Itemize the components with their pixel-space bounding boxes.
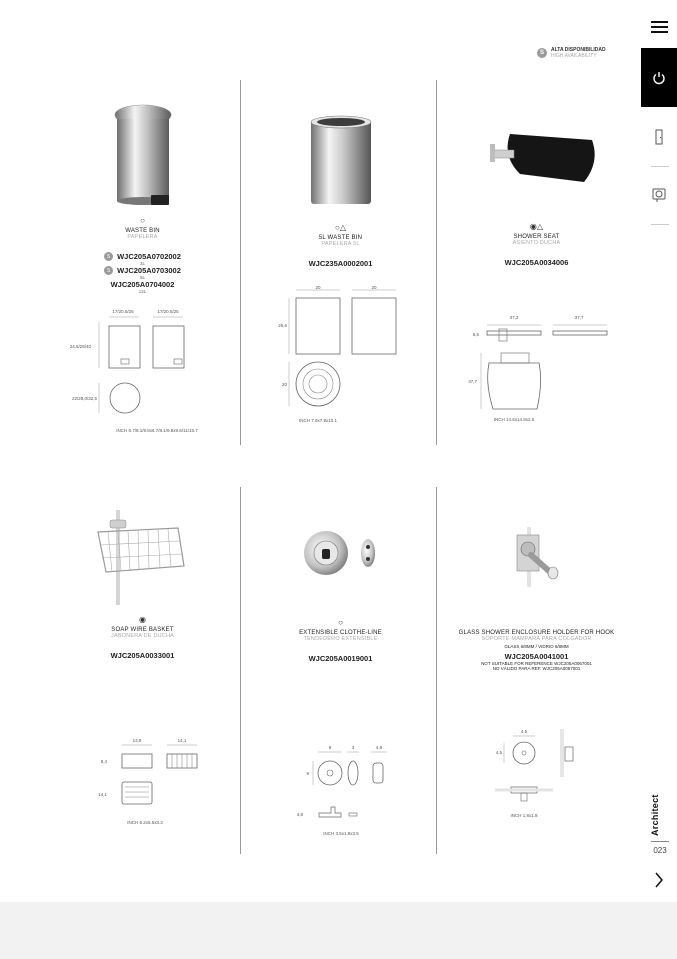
column-divider [240, 80, 241, 445]
product-card[interactable] [439, 525, 634, 842]
material-symbols: ◉ [139, 615, 146, 624]
product-note-en: NOT SUITABLE FOR REFERENCE WJC205A0067001 [481, 661, 592, 666]
product-subtitle: SOPORTE MAMPARA PARA COLGADOR [481, 636, 592, 642]
divider [651, 166, 669, 167]
svg-text:3: 3 [351, 745, 355, 750]
technical-drawing [439, 315, 634, 441]
svg-text:24,5/28/40: 24,5/28/40 [69, 344, 91, 349]
door-icon[interactable] [641, 124, 677, 150]
svg-text:8,4: 8,4 [100, 759, 107, 764]
technical-drawing [243, 743, 438, 853]
svg-text:20: 20 [371, 285, 377, 290]
clothe-line-image [286, 525, 396, 590]
glass-thickness: GLASS 6/8MM / VIDRIO 6/8MM [504, 644, 569, 649]
hamburger-menu-icon[interactable] [641, 14, 677, 40]
product-title: EXTENSIBLE CLOTHE-LINE [299, 630, 382, 636]
product-code: WJC205A0702002 [117, 252, 181, 261]
svg-text:6,5: 6,5 [472, 332, 479, 337]
svg-text:37,7: 37,7 [468, 379, 477, 384]
divider [651, 224, 669, 225]
svg-text:4,5: 4,5 [520, 729, 528, 734]
column-divider [240, 487, 241, 854]
product-note-es: NO VÁLIDO PARA REF. WJC205A0067001 [492, 666, 581, 671]
availability-badge: S [537, 48, 547, 58]
availability-badge: S [104, 252, 113, 261]
availability-en: HIGH AVAILABILITY [551, 53, 597, 59]
svg-text:4,8: 4,8 [375, 745, 383, 750]
brand-label: Architect [650, 794, 660, 836]
svg-text:4,5: 4,5 [495, 750, 502, 755]
product-title: SHOWER SEAT [513, 234, 560, 240]
product-code: WJC235A0002001 [308, 259, 373, 268]
svg-text:9: 9 [328, 745, 332, 750]
technical-drawing [439, 727, 634, 837]
product-card[interactable] [45, 95, 240, 445]
svg-text:9: 9 [306, 771, 309, 776]
svg-text:25,6: 25,6 [278, 323, 287, 328]
svg-text:INCH 6.7/8.1/9.8x6.7/8.1/9.8x9: INCH 6.7/8.1/9.8x6.7/8.1/9.8x9.6/11/15.7 [116, 428, 198, 433]
product-card[interactable] [439, 122, 634, 446]
product-title: 5L WASTE BIN [318, 235, 363, 241]
capacity: 3L [139, 261, 145, 266]
material-symbols [439, 618, 634, 628]
capacity: 5L [139, 275, 145, 280]
availability-legend [537, 47, 606, 59]
svg-text:17/20,5/25: 17/20,5/25 [112, 309, 134, 314]
svg-text:37,7: 37,7 [574, 315, 584, 320]
svg-text:4,8: 4,8 [296, 812, 303, 817]
waste-bin-image [93, 95, 193, 190]
product-card[interactable] [243, 525, 438, 858]
svg-text:13,8: 13,8 [132, 738, 142, 743]
svg-text:37,2: 37,2 [509, 315, 519, 320]
page-number: 023 [653, 846, 667, 855]
svg-text:14,1: 14,1 [98, 792, 107, 797]
product-title: GLASS SHOWER ENCLOSURE HOLDER FOR HOOK [458, 630, 615, 636]
product-card[interactable] [243, 110, 438, 437]
svg-text:INCH 7.9x7.9x10.1: INCH 7.9x7.9x10.1 [298, 418, 338, 423]
product-title: SOAP WIRE BASKET [111, 627, 174, 633]
technical-drawing [45, 300, 240, 440]
capacity: 12L [138, 289, 147, 294]
product-card[interactable] [45, 510, 240, 841]
svg-text:INCH 14.6x14.8x2.5: INCH 14.6x14.8x2.5 [493, 417, 535, 422]
material-symbols: ◉△ [529, 222, 544, 231]
power-icon[interactable] [641, 48, 677, 107]
product-title: WASTE BIN [125, 228, 160, 234]
material-symbols: ○ [140, 216, 145, 225]
product-subtitle: ASIENTO DUCHA [512, 240, 561, 246]
5l-waste-bin-image [301, 110, 381, 205]
product-code: WJC205A0041001 [504, 652, 569, 661]
soap-basket-image [88, 510, 198, 605]
svg-text:22/28,0/32,5: 22/28,0/32,5 [71, 396, 97, 401]
bottom-toolbar-area [0, 902, 677, 959]
material-symbols: ○ [338, 618, 343, 627]
svg-text:17/20,5/25: 17/20,5/25 [157, 309, 179, 314]
technical-drawing [45, 736, 240, 836]
svg-text:14,1: 14,1 [177, 738, 187, 743]
svg-text:INCH 1.8x1.8: INCH 1.8x1.8 [510, 813, 538, 818]
bathroom-sink-icon[interactable] [641, 182, 677, 208]
divider [651, 841, 669, 842]
availability-es: ALTA DISPONIBILIDAD [551, 47, 606, 53]
shower-seat-image [472, 122, 602, 202]
svg-text:20: 20 [315, 285, 321, 290]
product-subtitle: PAPELERA [127, 234, 158, 240]
svg-text:INCH 6.2x5.5x3.3: INCH 6.2x5.5x3.3 [127, 820, 163, 825]
availability-badge: S [104, 266, 113, 275]
chevron-right-icon[interactable] [641, 866, 677, 894]
product-code: WJC205A0019001 [308, 654, 373, 663]
product-code: WJC205A0704002 [110, 280, 175, 289]
svg-text:20: 20 [281, 382, 287, 387]
product-code: WJC205A0034006 [504, 258, 569, 267]
technical-drawing [243, 282, 438, 432]
product-subtitle: TENDEDERO EXTENSIBLE [303, 636, 378, 642]
side-navigation [641, 0, 677, 902]
product-code: WJC205A0703002 [117, 266, 181, 275]
product-subtitle: JABONERA DE DUCHA [111, 633, 174, 639]
svg-text:INCH 3.5x1.9x3.5: INCH 3.5x1.9x3.5 [323, 831, 359, 836]
product-subtitle: PAPELERA 5L [321, 241, 360, 247]
glass-holder-image [497, 525, 577, 590]
product-code: WJC205A0033001 [110, 651, 175, 660]
material-symbols: ○△ [335, 223, 346, 232]
